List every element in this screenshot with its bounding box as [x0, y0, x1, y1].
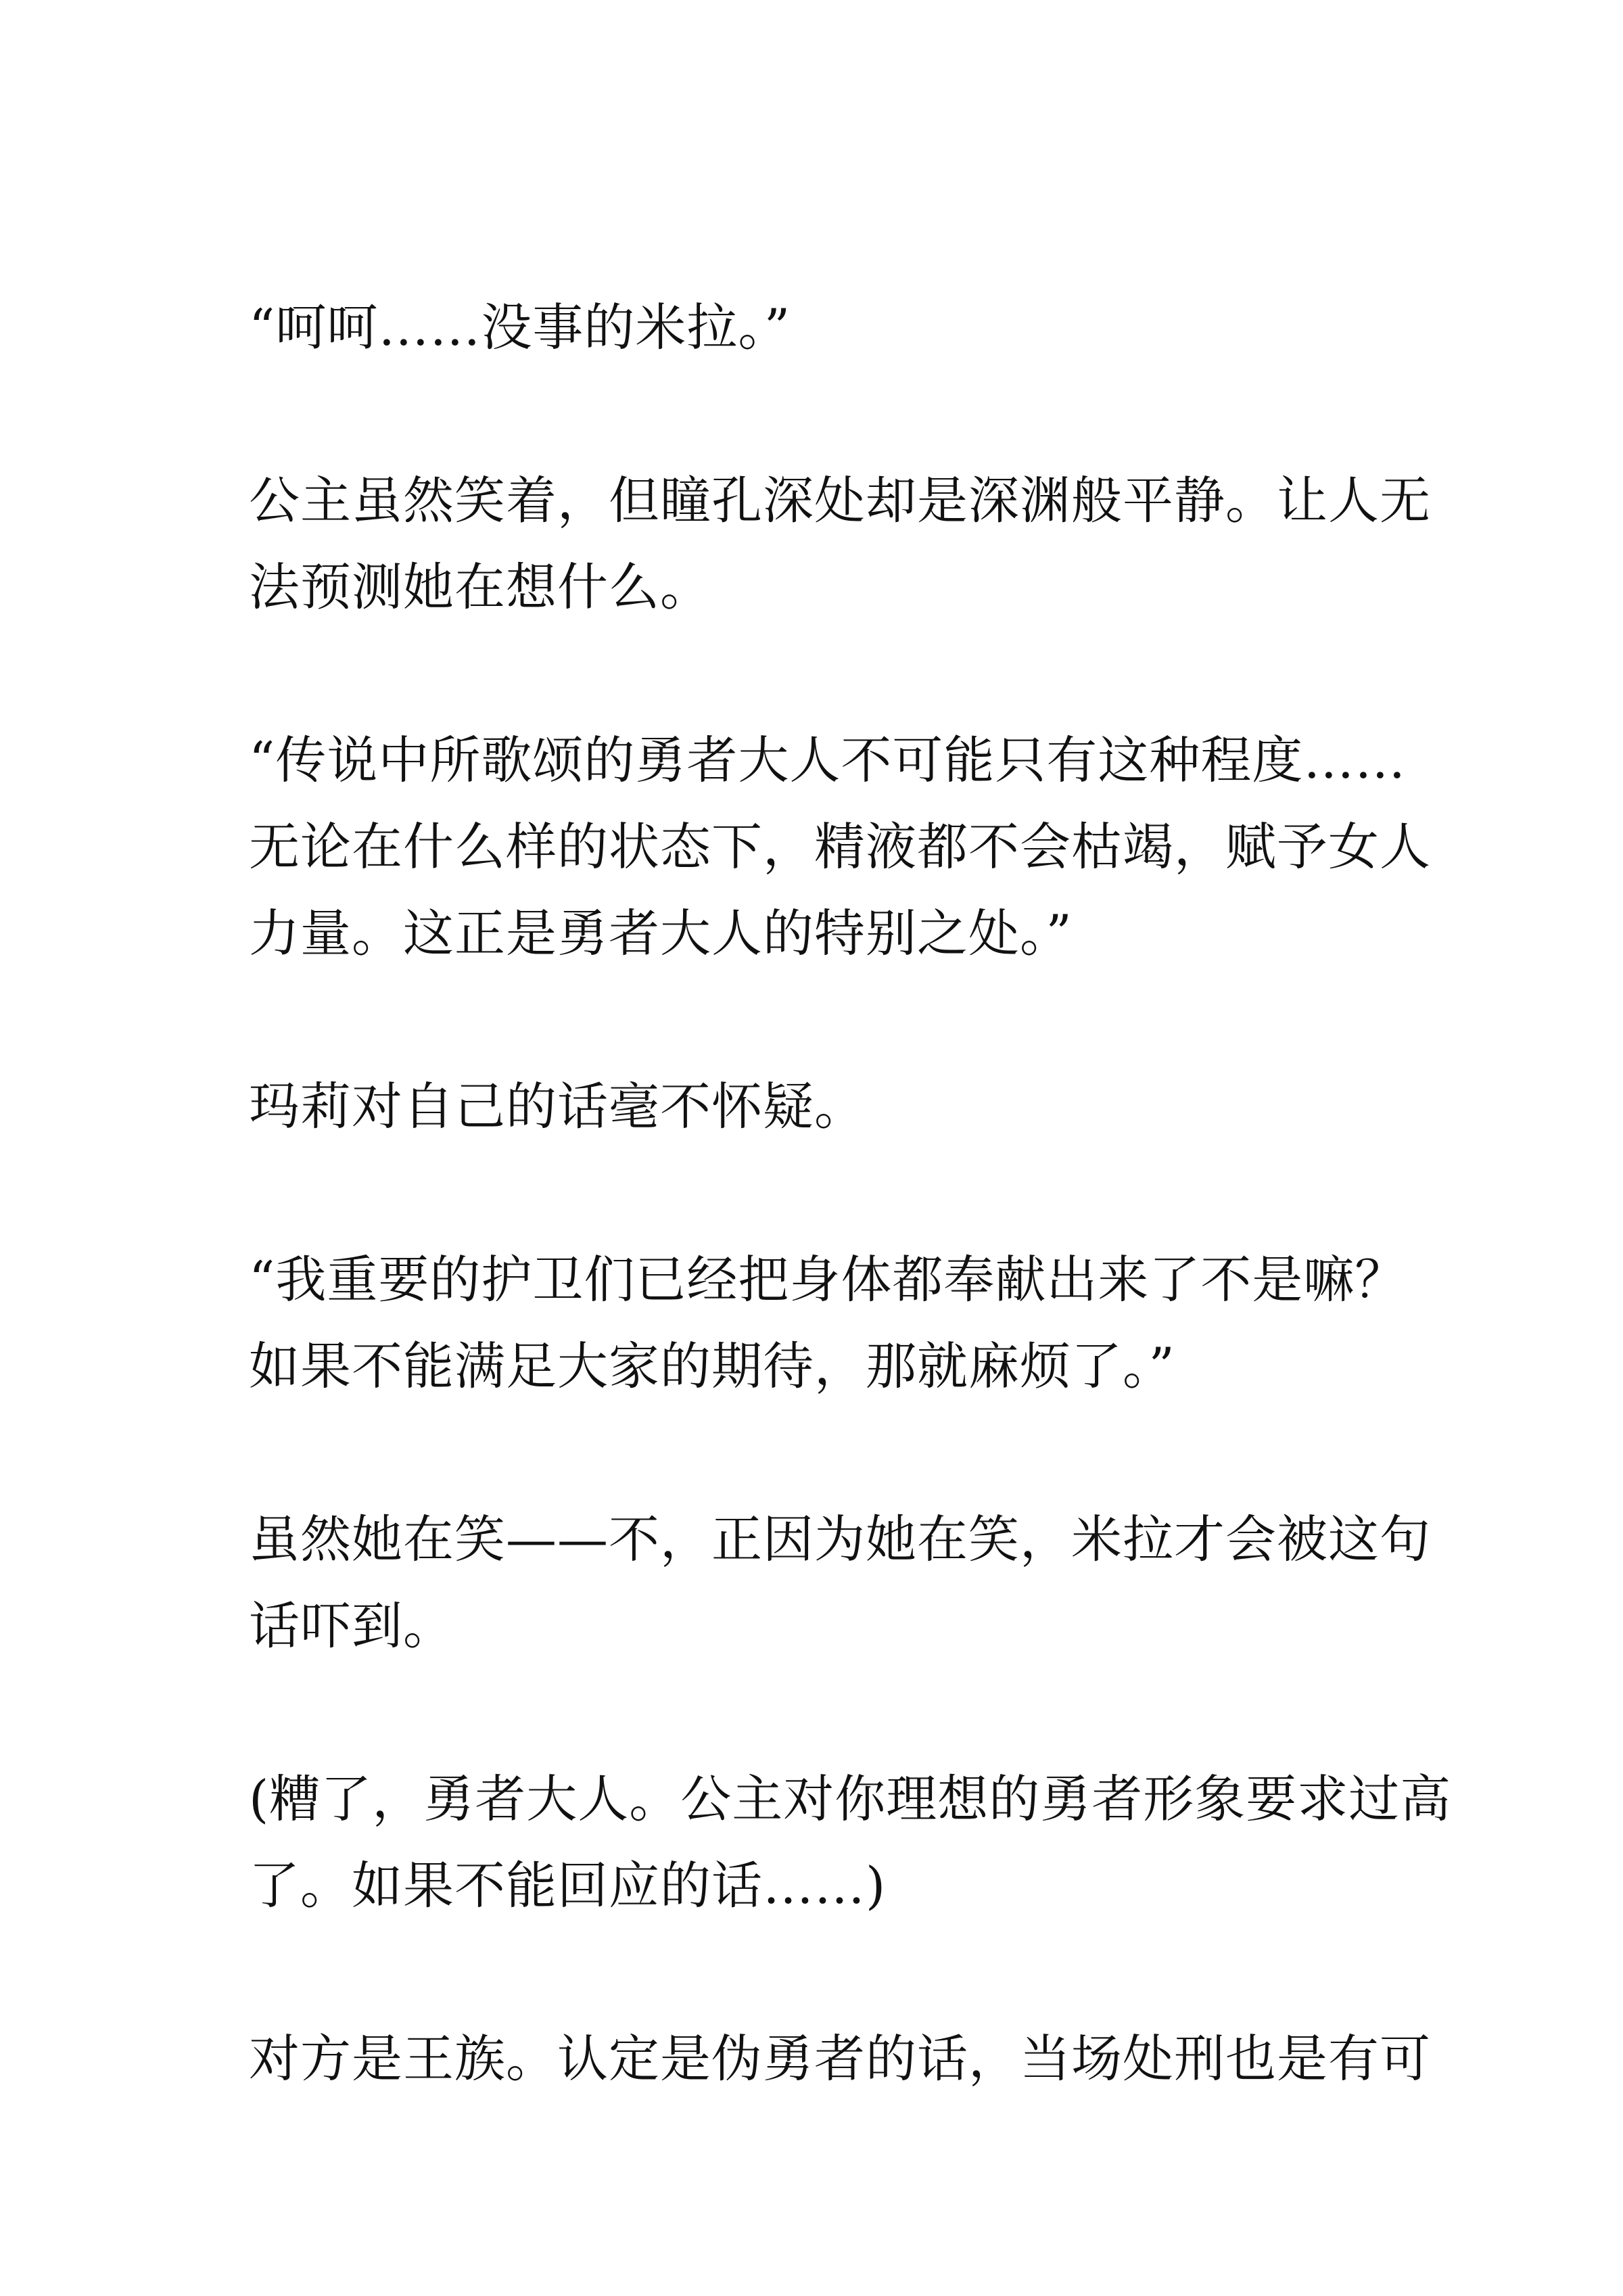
text-line: 力量。这正是勇者大人的特别之处。” [249, 904, 1073, 963]
paragraph-7 [249, 1756, 1452, 1929]
text-line: 无论在什么样的状态下，精液都不会枯竭，赋予女人 [249, 817, 1432, 876]
text-line: 法预测她在想什么。 [249, 557, 712, 617]
text-line: 如果不能满足大家的期待，那就麻烦了。” [249, 1336, 1175, 1396]
paragraph-8 [249, 2015, 1432, 2102]
text-line: 话吓到。 [249, 1596, 455, 1656]
paragraph-3 [249, 717, 1432, 977]
text-line: 对方是王族。认定是伪勇者的话，当场处刑也是有可 [249, 2029, 1432, 2088]
text-line: “传说中所歌颂的勇者大人不可能只有这种程度…… [249, 730, 1407, 790]
paragraph-4 [249, 1063, 1398, 1150]
text-line: “我重要的护卫们已经把身体都奉献出来了不是嘛？ [249, 1250, 1407, 1309]
paragraph-5 [249, 1236, 1407, 1409]
paragraph-2 [249, 457, 1432, 630]
text-line: 虽然她在笑——不，正因为她在笑，米拉才会被这句 [249, 1509, 1432, 1569]
paragraph-6 [249, 1496, 1432, 1669]
text-line: 公主虽然笑着，但瞳孔深处却是深渊般平静。让人无 [249, 471, 1432, 530]
paragraph-1 [249, 284, 1398, 371]
text-line: 玛莉对自己的话毫不怀疑。 [249, 1077, 866, 1136]
text-line: “呵呵……没事的米拉。” [249, 298, 791, 357]
text-column [249, 284, 1452, 2188]
text-line: 了。如果不能回应的话……) [249, 1856, 887, 1915]
text-line: (糟了，勇者大人。公主对你理想的勇者形象要求过高 [249, 1769, 1452, 1829]
